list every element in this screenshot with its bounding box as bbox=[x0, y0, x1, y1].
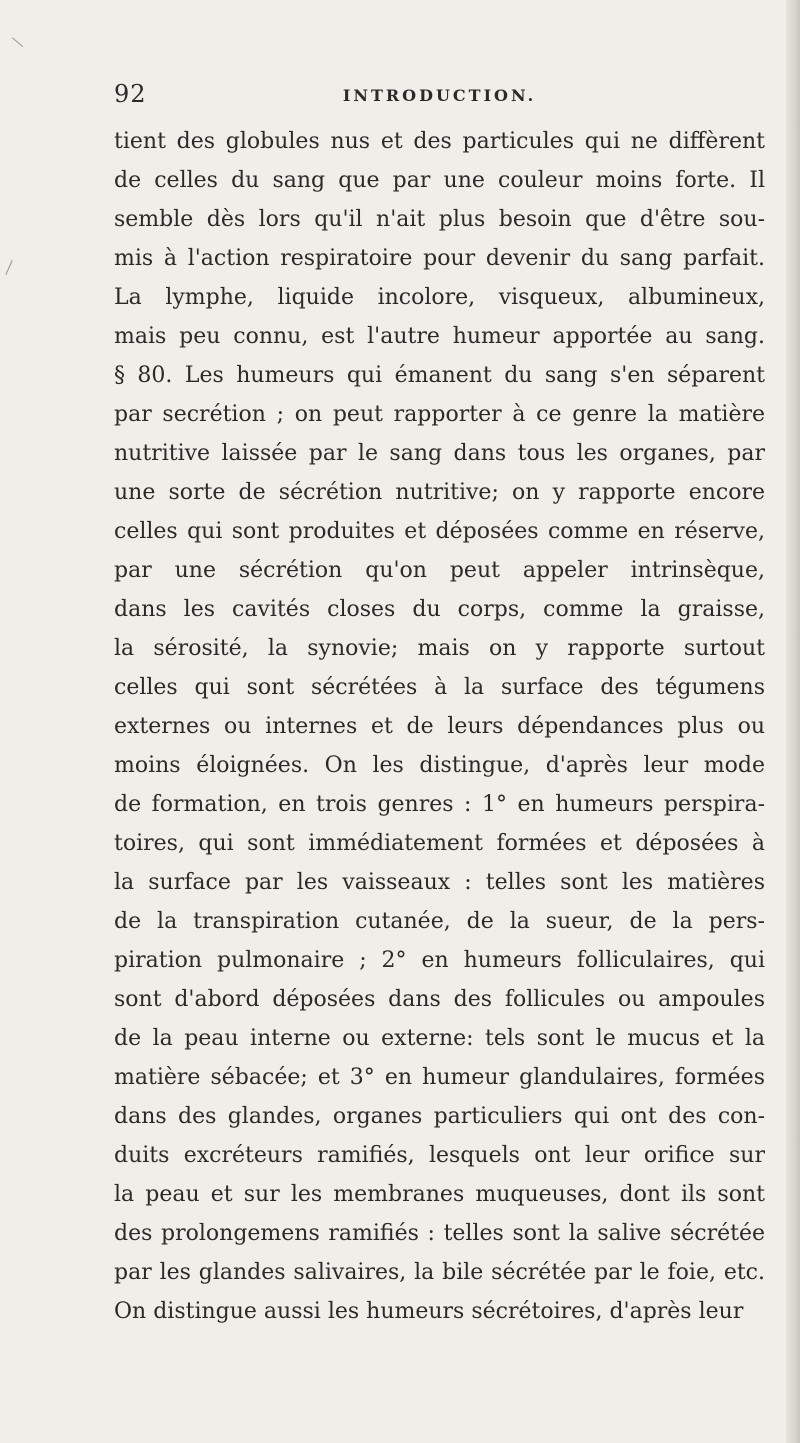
text-line: toires, qui sont immédiatement formées et déposées à bbox=[114, 831, 765, 856]
body-text bbox=[114, 122, 765, 1331]
text-line: mais peu connu, est l'autre humeur apportée au sang. bbox=[114, 324, 765, 349]
text-line: moins éloignées. On les distingue, d'après leur mode bbox=[114, 753, 765, 778]
text-line: La lymphe, liquide incolore, visqueux, albumineux, bbox=[114, 285, 765, 310]
text-line: piration pulmonaire ; 2° en humeurs folliculaires, qui bbox=[114, 948, 765, 973]
text-line: la surface par les vaisseaux : telles sont les matières bbox=[114, 870, 765, 895]
text-line: de formation, en trois genres : 1° en humeurs perspira- bbox=[114, 792, 765, 817]
margin-pencil-mark bbox=[5, 260, 23, 280]
text-line: celles qui sont produites et déposées comme en réserve, bbox=[114, 519, 765, 544]
text-line: mis à l'action respiratoire pour devenir du sang parfait. bbox=[114, 246, 765, 271]
text-line: de celles du sang que par une couleur moins forte. Il bbox=[114, 168, 765, 193]
text-line: de la transpiration cutanée, de la sueur, de la pers- bbox=[114, 909, 765, 934]
page-edge bbox=[786, 0, 800, 1443]
corner-pencil-mark bbox=[3, 37, 23, 57]
text-line: la sérosité, la synovie; mais on y rapporte surtout bbox=[114, 636, 765, 661]
text-line: une sorte de sécrétion nutritive; on y rapporte encore bbox=[114, 480, 765, 505]
text-line: la peau et sur les membranes muqueuses, dont ils sont bbox=[114, 1182, 765, 1207]
text-line: tient des globules nus et des particules qui ne diffèrent bbox=[114, 129, 765, 154]
text-line: celles qui sont sécrétées à la surface des tégumens bbox=[114, 675, 765, 700]
text-line: de la peau interne ou externe: tels sont le mucus et la bbox=[114, 1026, 765, 1051]
text-line: par les glandes salivaires, la bile sécrétée par le foie, etc. bbox=[114, 1260, 765, 1285]
text-line: nutritive laissée par le sang dans tous les organes, par bbox=[114, 441, 765, 466]
text-line: dans les cavités closes du corps, comme la graisse, bbox=[114, 597, 765, 622]
text-line: externes ou internes et de leurs dépendances plus ou bbox=[114, 714, 765, 739]
text-line: § 80. Les humeurs qui émanent du sang s'en séparent bbox=[114, 363, 765, 388]
text-line: des prolongemens ramifiés : telles sont la salive sécrétée bbox=[114, 1221, 765, 1246]
text-line: matière sébacée; et 3° en humeur glandulaires, formées bbox=[114, 1065, 765, 1090]
running-head: INTRODUCTION. bbox=[342, 86, 537, 105]
text-line: sont d'abord déposées dans des follicules ou ampoules bbox=[114, 987, 765, 1012]
text-line: duits excréteurs ramifiés, lesquels ont leur orifice sur bbox=[114, 1143, 765, 1168]
text-line: On distingue aussi les humeurs sécrétoires, d'après leur bbox=[114, 1299, 744, 1324]
page-header bbox=[114, 80, 765, 108]
page-number: 92 bbox=[114, 80, 147, 108]
text-line: dans des glandes, organes particuliers qui ont des con- bbox=[114, 1104, 765, 1129]
text-line: par une sécrétion qu'on peut appeler intrinsèque, bbox=[114, 558, 765, 583]
text-line: semble dès lors qu'il n'ait plus besoin que d'être sou- bbox=[114, 207, 765, 232]
text-line: par secrétion ; on peut rapporter à ce genre la matière bbox=[114, 402, 765, 427]
